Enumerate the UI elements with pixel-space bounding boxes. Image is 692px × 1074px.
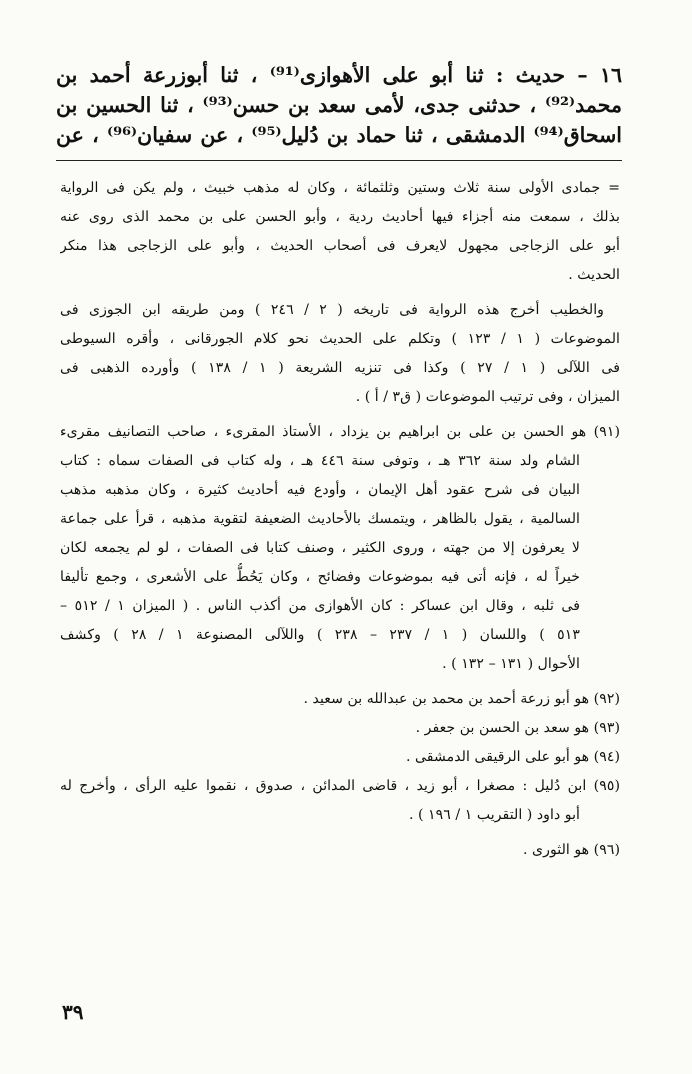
footnote-line: (٩٥) ابن دُليل : مصغرا ، أبو زيد ، قاضى المدائن ، صدوق ، نقموا عليه الرأى ، وأخرج له xyxy=(60,778,620,794)
page-number: ٣٩ xyxy=(62,1000,84,1024)
footnote-line: فى اللآلى ( ١ / ٢٧ ) وكذا فى تنزيه الشريعة ( ١ / ١٣٨ ) وأورده الذهبى فى xyxy=(60,360,620,376)
footnote-line: السالمية ، يقول بالظاهر ، ويتمسك بالأحاديث الضعيفة لتقوية مذهبه ، قرأ على جماعة xyxy=(60,511,580,527)
footnote-line: الشام ولد سنة ٣٦٢ هـ ، وتوفى سنة ٤٤٦ هـ ، وله كتاب فى الصفات سماه : كتاب xyxy=(60,453,580,469)
footnote-line: الأحوال ( ١٣١ – ١٣٢ ) . xyxy=(442,656,580,672)
footnote-line: = جمادى الأولى سنة ثلاث وستين وثلثمائة ، وكان له مذهب خبيث ، ولم يكن فى الرواية xyxy=(60,180,620,196)
footnote-line: خيراً له ، فإنه أتى فيه بموضوعات وفضائح ، وكان يَحُطُّ على الأشعرى ، وجمع تأليفا xyxy=(60,569,580,585)
footnote-94: (٩٤) هو أبو على الرقيقى الدمشقى . xyxy=(405,749,620,765)
footnote-divider xyxy=(56,160,622,161)
footnote-line: البيان فى شرح عقود أهل الإيمان ، وأودع فيه أحاديث كثيرة ، وكان مذهبه مذهب xyxy=(60,482,580,498)
footnote-95 xyxy=(60,772,620,830)
footnote-line: لا يعرفون إلا من جهته ، وروى الكثير ، وصنف كتابا فى الصفات ، لو لم يجمعه لكان xyxy=(60,540,580,556)
footnote-line: والخطيب أخرج هذه الرواية فى تاريخه ( ٢ / ٢٤٦ ) ومن طريقه ابن الجوزى فى xyxy=(60,302,604,318)
hadith-line: ١٦ – حديث : ثنا أبو على الأهوازى⁽⁹¹⁾ ، ثنا أبوزرعة أحمد بن xyxy=(56,63,622,87)
footnote-93: (٩٣) هو سعد بن الحسن بن جعفر . xyxy=(415,720,620,736)
hadith-line: اسحاق⁽⁹⁴⁾ الدمشقى ، ثنا حماد بن دُليل⁽⁹⁵⁾ ، عن سفيان⁽⁹⁶⁾ ، عن xyxy=(56,123,622,147)
footnote-line: الموضوعات ( ١ / ١٢٣ ) وتكلم على الحديث نحو كلام الجورقانى ، وأقره السيوطى xyxy=(60,331,620,347)
footnote-96: (٩٦) هو الثورى . xyxy=(522,842,620,858)
footnote-line: (٩١) هو الحسن بن على بن ابراهيم بن يزداد ، الأستاذ المقرىء ، صاحب التصانيف مقرىء xyxy=(60,424,620,440)
footnote-line: فى ثلبه ، وقال ابن عساكر : كان الأهوازى من أكذب الناس . ( الميزان ١ / ٥١٢ – xyxy=(60,598,580,614)
footnote-continuation xyxy=(60,174,620,290)
footnote-line: بذلك ، سمعت منه أجزاء فيها أحاديث ردية ، وأبو الحسن على بن محمد الذى روى عنه xyxy=(60,209,620,225)
footnotes xyxy=(60,174,620,865)
footnote-line: ٥١٣ ) واللسان ( ١ / ٢٣٧ – ٢٣٨ ) واللآلى المصنوعة ١ / ٢٨ ) وكشف xyxy=(60,627,580,643)
footnote-line: الحديث . xyxy=(568,267,620,283)
footnote-line: أبو على الزجاجى مجهول لايعرف فى أصحاب الحديث ، وأبو على الزجاجى هذا منكر xyxy=(60,238,620,254)
footnote-khatib xyxy=(60,296,620,412)
hadith-line: محمد⁽⁹²⁾ ، حدثنى جدى، لأمى سعد بن حسن⁽⁹³⁾ ، ثنا الحسين بن xyxy=(56,93,622,117)
footnote-line: أبو داود ( التقريب ١ / ١٩٦ ) . xyxy=(408,807,580,823)
footnote-91 xyxy=(60,418,620,679)
footnote-line: الميزان ، وفى ترتيب الموضوعات ( ق٣ / أ ) . xyxy=(355,389,620,405)
hadith-text xyxy=(56,60,622,150)
footnote-92: (٩٢) هو أبو زرعة أحمد بن محمد بن عبدالله بن سعيد . xyxy=(303,691,620,707)
